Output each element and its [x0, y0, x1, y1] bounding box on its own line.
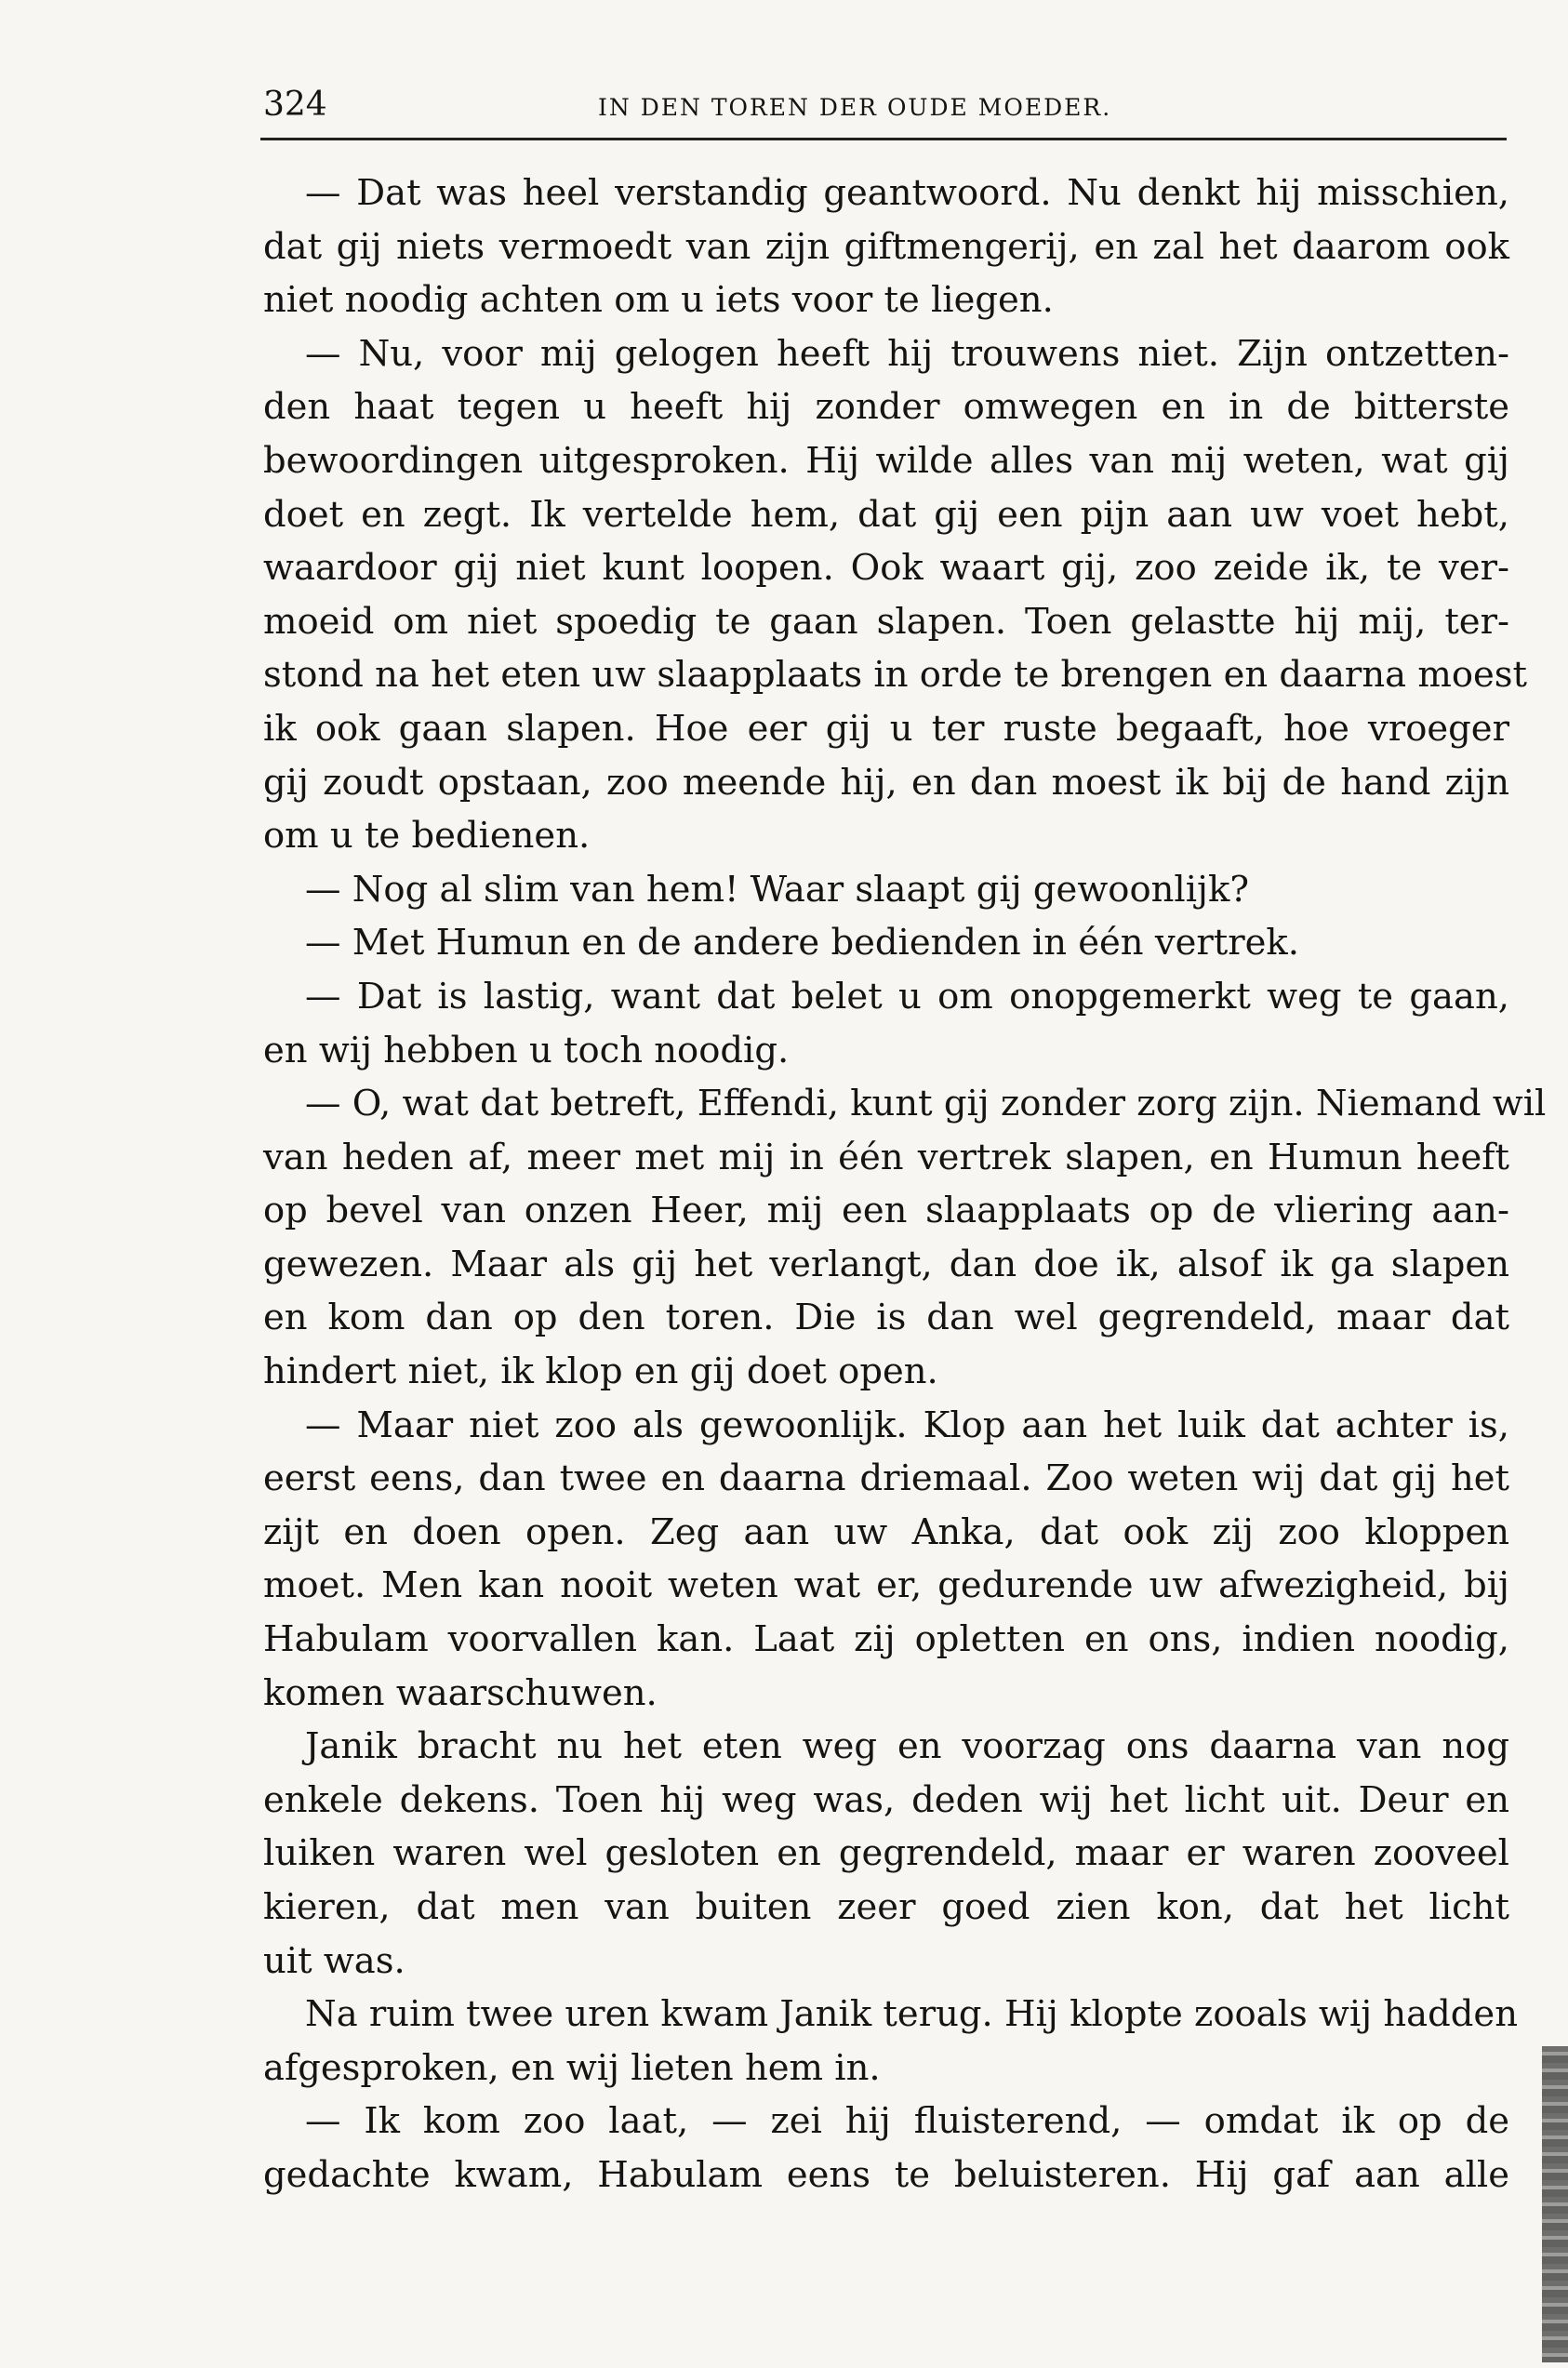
text-line: bewoordingen uitgesproken. Hij wilde alles van mij weten, wat gij [263, 439, 1509, 482]
text-line: eerst eens, dan twee en daarna driemaal. Zoo weten wij dat gij het [263, 1457, 1509, 1500]
text-line: niet noodig achten om u iets voor te liegen. [263, 279, 1054, 322]
text-line: van heden af, meer met mij in één vertrek slapen, en Humun heeft [263, 1136, 1509, 1178]
text-line: uit was. [263, 1939, 405, 1982]
page-number: 324 [263, 86, 327, 124]
text-line: waardoor gij niet kunt loopen. Ook waart gij, zoo zeide ik, te ver- [263, 547, 1509, 590]
text-line: — Dat is lastig, want dat belet u om onopgemerkt weg te gaan, [305, 975, 1509, 1018]
text-line: gij zoudt opstaan, zoo meende hij, en dan moest ik bij de hand zijn [263, 761, 1509, 804]
text-line: den haat tegen u heeft hij zonder omwegen en in de bitterste [263, 386, 1509, 429]
text-line: om u te bedienen. [263, 815, 591, 858]
text-line: — Dat was heel verstandig geantwoord. Nu denkt hij misschien, [305, 172, 1509, 214]
text-line: ik ook gaan slapen. Hoe eer gij u ter ruste begaaft, hoe vroeger [263, 707, 1509, 750]
corner-speck [0, 0, 11, 17]
text-line: op bevel van onzen Heer, mij een slaapplaats op de vliering aan- [263, 1190, 1509, 1232]
text-line: — Nu, voor mij gelogen heeft hij trouwens niet. Zijn ontzetten- [305, 332, 1509, 375]
header-rule [260, 138, 1507, 140]
text-line: — O, wat dat betreft, Effendi, kunt gij zonder zorg zijn. Niemand wil [305, 1083, 1547, 1125]
text-line: doet en zegt. Ik vertelde hem, dat gij een pijn aan uw voet hebt, [263, 493, 1509, 536]
text-line: Janik bracht nu het eten weg en voorzag ons daarna van nog [305, 1725, 1509, 1768]
text-line: moet. Men kan nooit weten wat er, gedurende uw afwezigheid, bij [263, 1564, 1509, 1607]
text-line: — Met Humun en de andere bedienden in één vertrek. [305, 922, 1299, 964]
text-line: komen waarschuwen. [263, 1671, 658, 1714]
text-line: gewezen. Maar als gij het verlangt, dan doe ik, alsof ik ga slapen [263, 1243, 1509, 1285]
text-line: enkele dekens. Toen hij weg was, deden wij het licht uit. Deur en [263, 1778, 1509, 1821]
running-title: IN DEN TOREN DER OUDE MOEDER. [598, 94, 1112, 121]
binding-edge-shadow [1542, 2046, 1568, 2362]
body-text [263, 166, 1547, 2202]
text-line: kieren, dat men van buiten zeer goed zien kon, dat het licht [263, 1886, 1509, 1928]
text-line: hindert niet, ik klop en gij doet open. [263, 1350, 938, 1393]
text-line: en kom dan op den toren. Die is dan wel gegrendeld, maar dat [263, 1297, 1509, 1339]
text-line: zijt en doen open. Zeg aan uw Anka, dat ook zij zoo kloppen [263, 1510, 1509, 1553]
text-line: — Ik kom zoo laat, — zei hij fluisterend, — omdat ik op de [305, 2100, 1509, 2143]
text-line: — Nog al slim van hem! Waar slaapt gij gewoonlijk? [305, 868, 1249, 911]
text-line: dat gij niets vermoedt van zijn giftmengerij, en zal het daarom ook [263, 225, 1509, 268]
page-header [263, 82, 1509, 138]
text-line: moeid om niet spoedig te gaan slapen. Toen gelastte hij mij, ter- [263, 600, 1509, 643]
text-line: Habulam voorvallen kan. Laat zij opletten en ons, indien noodig, [263, 1618, 1509, 1661]
text-line: gedachte kwam, Habulam eens te beluisteren. Hij gaf aan alle [263, 2153, 1509, 2196]
text-line: — Maar niet zoo als gewoonlijk. Klop aan het luik dat achter is, [305, 1404, 1509, 1446]
text-line: luiken waren wel gesloten en gegrendeld, maar er waren zooveel [263, 1832, 1509, 1875]
text-line: afgesproken, en wij lieten hem in. [263, 2046, 881, 2089]
text-line: stond na het eten uw slaapplaats in orde te brengen en daarna moest [263, 654, 1528, 697]
text-line: en wij hebben u toch noodig. [263, 1029, 790, 1071]
text-line: Na ruim twee uren kwam Janik terug. Hij klopte zooals wij hadden [305, 1993, 1518, 2036]
